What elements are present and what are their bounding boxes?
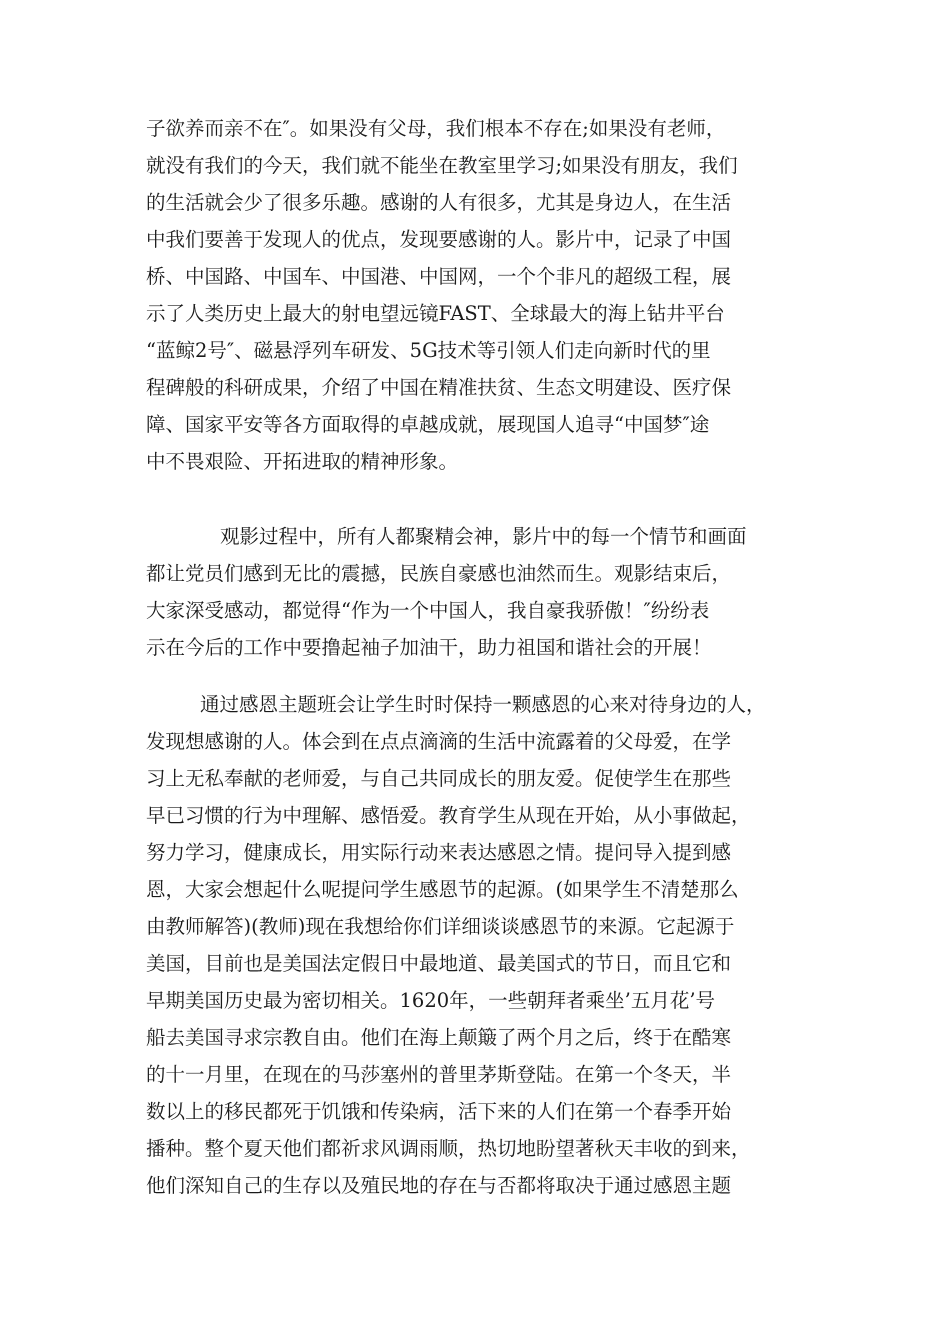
paragraph-1-line-4: 中我们要善于发现人的优点，发现要感谢的人。影片中，记录了中国 [146,228,732,251]
paragraph-1-line-3: 的生活就会少了很多乐趣。感谢的人有很多，尤其是身边人，在生活 [146,191,732,214]
paragraph-1-line-7: “蓝鲸2号″、磁悬浮列车研发、5G技术等引领人们走向新时代的里 [146,339,711,362]
paragraph-3-line-12: 数以上的移民都死于饥饿和传染病，活下来的人们在第一个春季开始 [146,1100,732,1123]
paragraph-3-line-6: 恩，大家会想起什么呢提问学生感恩节的起源。(如果学生不清楚那么 [146,878,739,901]
paragraph-3-line-4: 早已习惯的行为中理解、感悟爱。教育学生从现在开始，从小事做起， [146,804,751,827]
paragraph-3-line-7: 由教师解答)(教师)现在我想给你们详细谈谈感恩节的来源。它起源于 [146,915,735,938]
paragraph-3-line-10: 船去美国寻求宗教自由。他们在海上颠簸了两个月之后，终于在酷寒 [146,1026,732,1049]
paragraph-2-line-2: 都让党员们感到无比的震撼，民族自豪感也油然而生。观影结束后， [146,562,732,585]
paragraph-3-line-11: 的十一月里，在现在的马莎塞州的普里茅斯登陆。在第一个冬天，半 [146,1063,732,1086]
paragraph-3-line-1: 通过感恩主题班会让学生时时保持一颗感恩的心来对待身边的人， [200,693,766,716]
paragraph-1-line-2: 就没有我们的今天，我们就不能坐在教室里学习;如果没有朋友，我们 [146,154,738,177]
paragraph-1-line-5: 桥、中国路、中国车、中国港、中国网，一个个非凡的超级工程，展 [146,265,732,288]
paragraph-1-line-8: 程碑般的科研成果，介绍了中国在精准扶贫、生态文明建设、医疗保 [146,376,732,399]
paragraph-1-line-9: 障、国家平安等各方面取得的卓越成就，展现国人追寻“中国梦″途 [146,413,710,436]
paragraph-1-line-6: 示了人类历史上最大的射电望远镜FAST、全球最大的海上钻井平台 [146,302,725,325]
paragraph-2-line-3: 大家深受感动，都觉得“作为一个中国人，我自豪我骄傲！″纷纷表 [146,599,710,622]
paragraph-1-line-1: 子欲养而亲不在″。如果没有父母，我们根本不存在;如果没有老师， [146,117,726,140]
paragraph-3-line-8: 美国，目前也是美国法定假日中最地道、最美国式的节日，而且它和 [146,952,732,975]
paragraph-3-line-5: 努力学习，健康成长，用实际行动来表达感恩之情。提问导入提到感 [146,841,732,864]
paragraph-3-line-13: 播种。整个夏天他们都祈求风调雨顺，热切地盼望著秋天丰收的到来， [146,1137,751,1160]
paragraph-2-line-4: 示在今后的工作中要撸起袖子加油干，助力祖国和谐社会的开展！ [146,636,712,659]
paragraph-2-line-1: 观影过程中，所有人都聚精会神，影片中的每一个情节和画面 [220,525,747,548]
paragraph-3-line-14: 他们深知自己的生存以及殖民地的存在与否都将取决于通过感恩主题 [146,1174,732,1197]
paragraph-3-line-3: 习上无私奉献的老师爱，与自己共同成长的朋友爱。促使学生在那些 [146,767,732,790]
paragraph-3-line-9: 早期美国历史最为密切相关。1620年，一些朝拜者乘坐’五月花’号 [146,989,716,1012]
paragraph-3-line-2: 发现想感谢的人。体会到在点点滴滴的生活中流露着的父母爱，在学 [146,730,732,753]
paragraph-1-line-10: 中不畏艰险、开拓进取的精神形象。 [146,450,459,473]
